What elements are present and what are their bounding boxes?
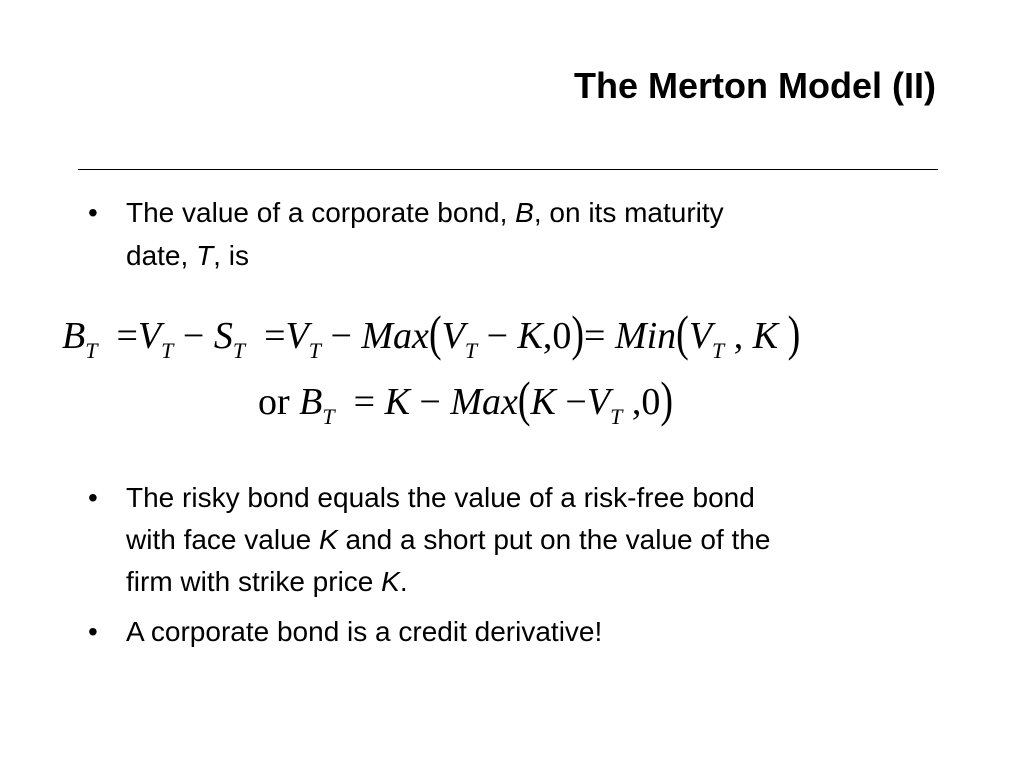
equation-line-2: or $B_T = K - Max(K -V_T$ ,0) xyxy=(258,373,673,429)
bullet-line: A corporate bond is a credit derivative! xyxy=(126,616,603,647)
bullet-line: with face value K and a short put on the value of the xyxy=(126,524,771,555)
title-divider xyxy=(78,169,938,170)
bullet-line: The risky bond equals the value of a risk-free bond xyxy=(126,482,755,513)
slide-title: The Merton Model (II) xyxy=(574,65,936,106)
equation-line-1: $B_T =V_T - S_T =V_T - Max(V_T - K,0)= Min(V_T$ , K ) xyxy=(62,307,801,363)
bullet-marker: • xyxy=(88,197,98,228)
bullet-line: firm with strike price K. xyxy=(126,566,408,597)
bullet-marker: • xyxy=(88,482,98,513)
bullet-line: date, T, is xyxy=(126,240,249,271)
bullet-line: The value of a corporate bond, B, on its maturity xyxy=(126,197,724,228)
bullet-marker: • xyxy=(88,616,98,647)
